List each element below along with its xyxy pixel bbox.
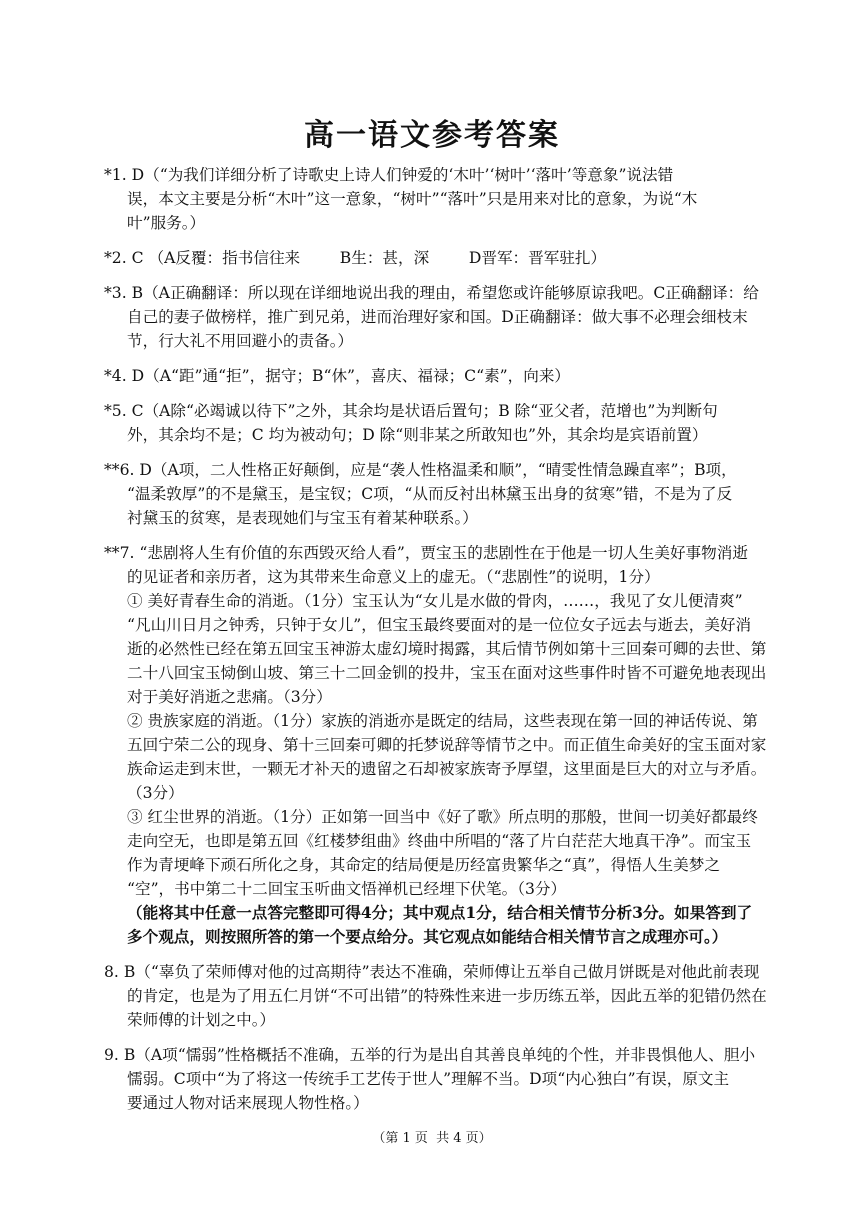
answer-line: *1. D（“为我们详细分析了诗歌史上诗人们钟爱的‘木叶’‘树叶’‘落叶’等意象”说法错 <box>104 166 674 184</box>
answer-line: “凡山川日月之钟秀，只钟于女儿”，但宝玉最终要面对的是一位位女子远去与逝去，美好消 <box>127 616 752 634</box>
answer-line: 自己的妻子做榜样，推广到兄弟，进而治理好家和国。D正确翻译：做大事不必理会细枝末 <box>127 308 748 326</box>
answer-line: *2. C （A反覆：指书信往来 B生：甚，深 D晋军：晋军驻扎） <box>104 249 607 267</box>
answer-item-6 <box>104 458 772 530</box>
answer-line: 的肯定，也是为了用五仁月饼“不可出错”的特殊性来进一步历练五举，因此五举的犯错仍然在 <box>127 987 767 1005</box>
page-footer: （第 1 页 共 4 页） <box>372 1131 492 1146</box>
answer-line: *5. C（A除“必竭诚以待下”之外，其余均是状语后置句；B 除“亚父者，范增也”为判断句 <box>104 402 718 420</box>
answer-line: 五回宁荣二公的现身、第十三回秦可卿的托梦说辞等情节之中。而正值生命美好的宝玉面对家 <box>127 736 767 754</box>
answer-line: （3分） <box>127 784 184 802</box>
answer-line: 8. B（“辜负了荣师傅对他的过高期待”表达不准确，荣师傅让五举自己做月饼既是对他此前表现 <box>104 963 760 981</box>
answer-item-7 <box>104 541 772 949</box>
answer-item-1 <box>104 163 772 235</box>
answer-line: ② 贵族家庭的消逝。（1分）家族的消逝亦是既定的结局，这些表现在第一回的神话传说、第 <box>127 712 758 730</box>
page-title: 高一语文参考答案 <box>304 118 560 153</box>
answer-item-9 <box>104 1043 772 1115</box>
grading-note: （能将其中任意一点答完整即可得4分；其中观点1分，结合相关情节分析3分。如果答到了 <box>127 903 753 922</box>
answer-line: 荣师傅的计划之中。） <box>127 1011 276 1029</box>
answer-line: *3. B（A正确翻译：所以现在详细地说出我的理由，希望您或许能够原谅我吧。C正确翻译：给 <box>104 284 759 302</box>
answer-line: 族命运走到末世，一颗无才补天的遗留之石却被家族寄予厚望，这里面是巨大的对立与矛盾。 <box>127 760 767 778</box>
answer-item-4 <box>104 364 772 388</box>
answer-line: 叶”服务。） <box>127 214 206 232</box>
answer-line: ③ 红尘世界的消逝。（1分）正如第一回当中《好了歌》所点明的那般，世间一切美好都最终 <box>127 808 758 826</box>
answer-line: 要通过人物对话来展现人物性格。） <box>127 1094 369 1112</box>
answer-line: 外，其余均不是；C 均为被动句；D 除“则非某之所敢知也”外，其余均是宾语前置） <box>127 426 708 444</box>
answer-line: 作为青埂峰下顽石所化之身，其命定的结局便是历经富贵繁华之“真”，得悟人生美梦之 <box>127 856 720 874</box>
answer-line: “温柔敦厚”的不是黛玉，是宝钗；C项，“从而反衬出林黛玉出身的贫寒”错，不是为了反 <box>127 485 733 503</box>
answer-line: 逝的必然性已经在第五回宝玉神游太虚幻境时揭露，其后情节例如第十三回秦可卿的去世、第 <box>127 640 767 658</box>
answer-line: 走向空无，也即是第五回《红楼梦组曲》终曲中所唱的“落了片白茫茫大地真干净”。而宝玉 <box>127 832 752 850</box>
answer-item-5 <box>104 399 772 447</box>
answer-line: **6. D（A项，二人性格正好颠倒，应是“袭人性格温柔和顺”，“晴雯性情急躁直率”；B项， <box>104 461 737 479</box>
answer-line: 9. B（A项“懦弱”性格概括不准确，五举的行为是出自其善良单纯的个性，并非畏惧他人、胆小 <box>104 1046 756 1064</box>
answer-item-8 <box>104 960 772 1032</box>
answer-item-2 <box>104 246 772 270</box>
answer-line: 懦弱。C项中“为了将这一传统手工艺传于世人”理解不当。D项“内心独白”有误，原文主 <box>127 1070 730 1088</box>
answer-line: 二十八回宝玉恸倒山坡、第三十二回金钏的投井，宝玉在面对这些事件时皆不可避免地表现出 <box>127 664 767 682</box>
answer-line: ① 美好青春生命的消逝。（1分）宝玉认为“女儿是水做的骨肉，……，我见了女儿便清爽” <box>127 592 743 610</box>
answer-line: 的见证者和亲历者，这为其带来生命意义上的虚无。（“悲剧性”的说明，1分） <box>127 568 660 586</box>
answer-line: 误，本文主要是分析“木叶”这一意象，“树叶”“落叶”只是用来对比的意象，为说“木 <box>127 190 698 208</box>
answer-line: 节，行大礼不用回避小的责备。） <box>127 332 354 350</box>
grading-note: 多个观点，则按照所答的第一个要点给分。其它观点如能结合相关情节言之成理亦可。） <box>127 927 728 946</box>
answer-line: “空”，书中第二十二回宝玉听曲文悟禅机已经埋下伏笔。（3分） <box>127 880 567 898</box>
answer-list <box>104 163 772 1126</box>
answer-line: **7. “悲剧将人生有价值的东西毁灭给人看”，贾宝玉的悲剧性在于他是一切人生美好事物消逝 <box>104 544 748 562</box>
answer-line: *4. D（A“距”通“拒”，据守；B“休”，喜庆、福禄；C“素”，向来） <box>104 367 571 385</box>
answer-line: 对于美好消逝之悲痛。（3分） <box>127 688 332 706</box>
answer-item-3 <box>104 281 772 353</box>
answer-line: 衬黛玉的贫寒，是表现她们与宝玉有着某种联系。） <box>127 509 478 527</box>
